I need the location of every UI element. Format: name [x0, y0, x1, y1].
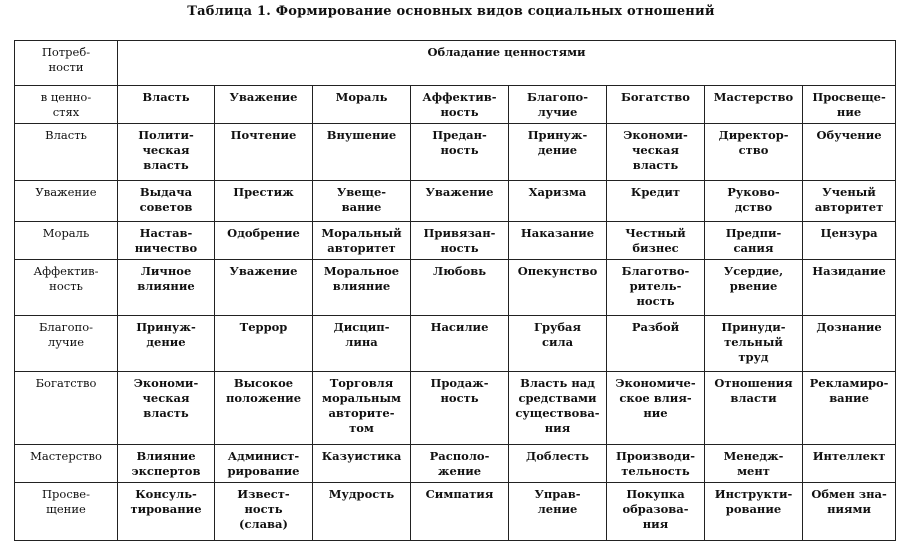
row-header: Уважение: [15, 181, 118, 222]
table-cell: Усердие, рвение: [705, 260, 803, 316]
table-cell: Обмен зна- ниями: [803, 483, 896, 541]
column-header: Благопо- лучие: [509, 86, 607, 124]
table-cell: Престиж: [215, 181, 313, 222]
table-cell: Одобрение: [215, 222, 313, 260]
table-cell: Любовь: [411, 260, 509, 316]
table-cell: Наказание: [509, 222, 607, 260]
table-cell: Высокое положение: [215, 372, 313, 445]
table-cell: Экономи- ческая власть: [607, 124, 705, 181]
table-row: [15, 222, 896, 260]
table-cell: Экономи- ческая власть: [118, 372, 215, 445]
table-cell: Принуж- дение: [509, 124, 607, 181]
table-row: [15, 260, 896, 316]
table-cell: Дознание: [803, 316, 896, 372]
table-cell: Кредит: [607, 181, 705, 222]
table-cell: Руково- дство: [705, 181, 803, 222]
social-relations-table: [14, 40, 896, 541]
table-cell: Обучение: [803, 124, 896, 181]
table-cell: Симпатия: [411, 483, 509, 541]
possession-of-values-header: Обладание ценностями: [118, 41, 896, 86]
row-header: Власть: [15, 124, 118, 181]
table-cell: Доблесть: [509, 445, 607, 483]
table-cell: Назидание: [803, 260, 896, 316]
table-cell: Внушение: [313, 124, 411, 181]
table-cell: Интеллект: [803, 445, 896, 483]
corner-header-bottom: в ценно- стях: [15, 86, 118, 124]
table-cell: Принуди- тельный труд: [705, 316, 803, 372]
table-cell: Моральное влияние: [313, 260, 411, 316]
table-cell: Дисцип- лина: [313, 316, 411, 372]
table-cell: Власть над средствами существова- ния: [509, 372, 607, 445]
row-header: Богатство: [15, 372, 118, 445]
table-cell: Разбой: [607, 316, 705, 372]
table-cell: Казуистика: [313, 445, 411, 483]
table-cell: Опекунство: [509, 260, 607, 316]
table-cell: Честный бизнес: [607, 222, 705, 260]
table-row: [15, 483, 896, 541]
table-cell: Ученый авторитет: [803, 181, 896, 222]
table-cell: Цензура: [803, 222, 896, 260]
table-cell: Покупка образова- ния: [607, 483, 705, 541]
table-cell: Настав- ничество: [118, 222, 215, 260]
table-cell: Принуж- дение: [118, 316, 215, 372]
table-cell: Выдача советов: [118, 181, 215, 222]
row-header: Аффектив- ность: [15, 260, 118, 316]
table-cell: Почтение: [215, 124, 313, 181]
table-cell: Управ- ление: [509, 483, 607, 541]
table-cell: Отношения власти: [705, 372, 803, 445]
table-cell: Торговля моральным авторите- том: [313, 372, 411, 445]
table-cell: Личное влияние: [118, 260, 215, 316]
table-cell: Админист- рирование: [215, 445, 313, 483]
table-cell: Харизма: [509, 181, 607, 222]
table-row: [15, 445, 896, 483]
table-cell: Моральный авторитет: [313, 222, 411, 260]
table-row: [15, 316, 896, 372]
table-cell: Продаж- ность: [411, 372, 509, 445]
row-header: Мастерство: [15, 445, 118, 483]
column-header: Мораль: [313, 86, 411, 124]
row-header: Благопо- лучие: [15, 316, 118, 372]
table-cell: Грубая сила: [509, 316, 607, 372]
superheader-row: [15, 41, 896, 86]
table-cell: Привязан- ность: [411, 222, 509, 260]
column-header: Уважение: [215, 86, 313, 124]
table-cell: Благотво- ритель- ность: [607, 260, 705, 316]
table-row: [15, 124, 896, 181]
table-cell: Увеще- вание: [313, 181, 411, 222]
table-cell: Мудрость: [313, 483, 411, 541]
table-cell: Уважение: [411, 181, 509, 222]
table-cell: Консуль- тирование: [118, 483, 215, 541]
column-header-row: [15, 86, 896, 124]
table-row: [15, 372, 896, 445]
table-cell: Экономиче- ское влия- ние: [607, 372, 705, 445]
table-cell: Директор- ство: [705, 124, 803, 181]
table-cell: Менедж- мент: [705, 445, 803, 483]
corner-header-top: Потреб- ности: [15, 41, 118, 86]
column-header: Мастерство: [705, 86, 803, 124]
table-cell: Располо- жение: [411, 445, 509, 483]
column-header: Богатство: [607, 86, 705, 124]
column-header: Просвеще- ние: [803, 86, 896, 124]
table-cell: Предан- ность: [411, 124, 509, 181]
table-cell: Производи- тельность: [607, 445, 705, 483]
table-cell: Террор: [215, 316, 313, 372]
table-cell: Предпи- сания: [705, 222, 803, 260]
row-header: Просве- щение: [15, 483, 118, 541]
table-cell: Уважение: [215, 260, 313, 316]
table-cell: Полити- ческая власть: [118, 124, 215, 181]
table-row: [15, 181, 896, 222]
table-cell: Насилие: [411, 316, 509, 372]
table-cell: Рекламиро- вание: [803, 372, 896, 445]
row-header: Мораль: [15, 222, 118, 260]
table-title: Таблица 1. Формирование основных видов социальных отношений: [187, 4, 715, 19]
table-cell: Извест- ность (слава): [215, 483, 313, 541]
table-cell: Влияние экспертов: [118, 445, 215, 483]
column-header: Власть: [118, 86, 215, 124]
column-header: Аффектив- ность: [411, 86, 509, 124]
table-cell: Инструкти- рование: [705, 483, 803, 541]
